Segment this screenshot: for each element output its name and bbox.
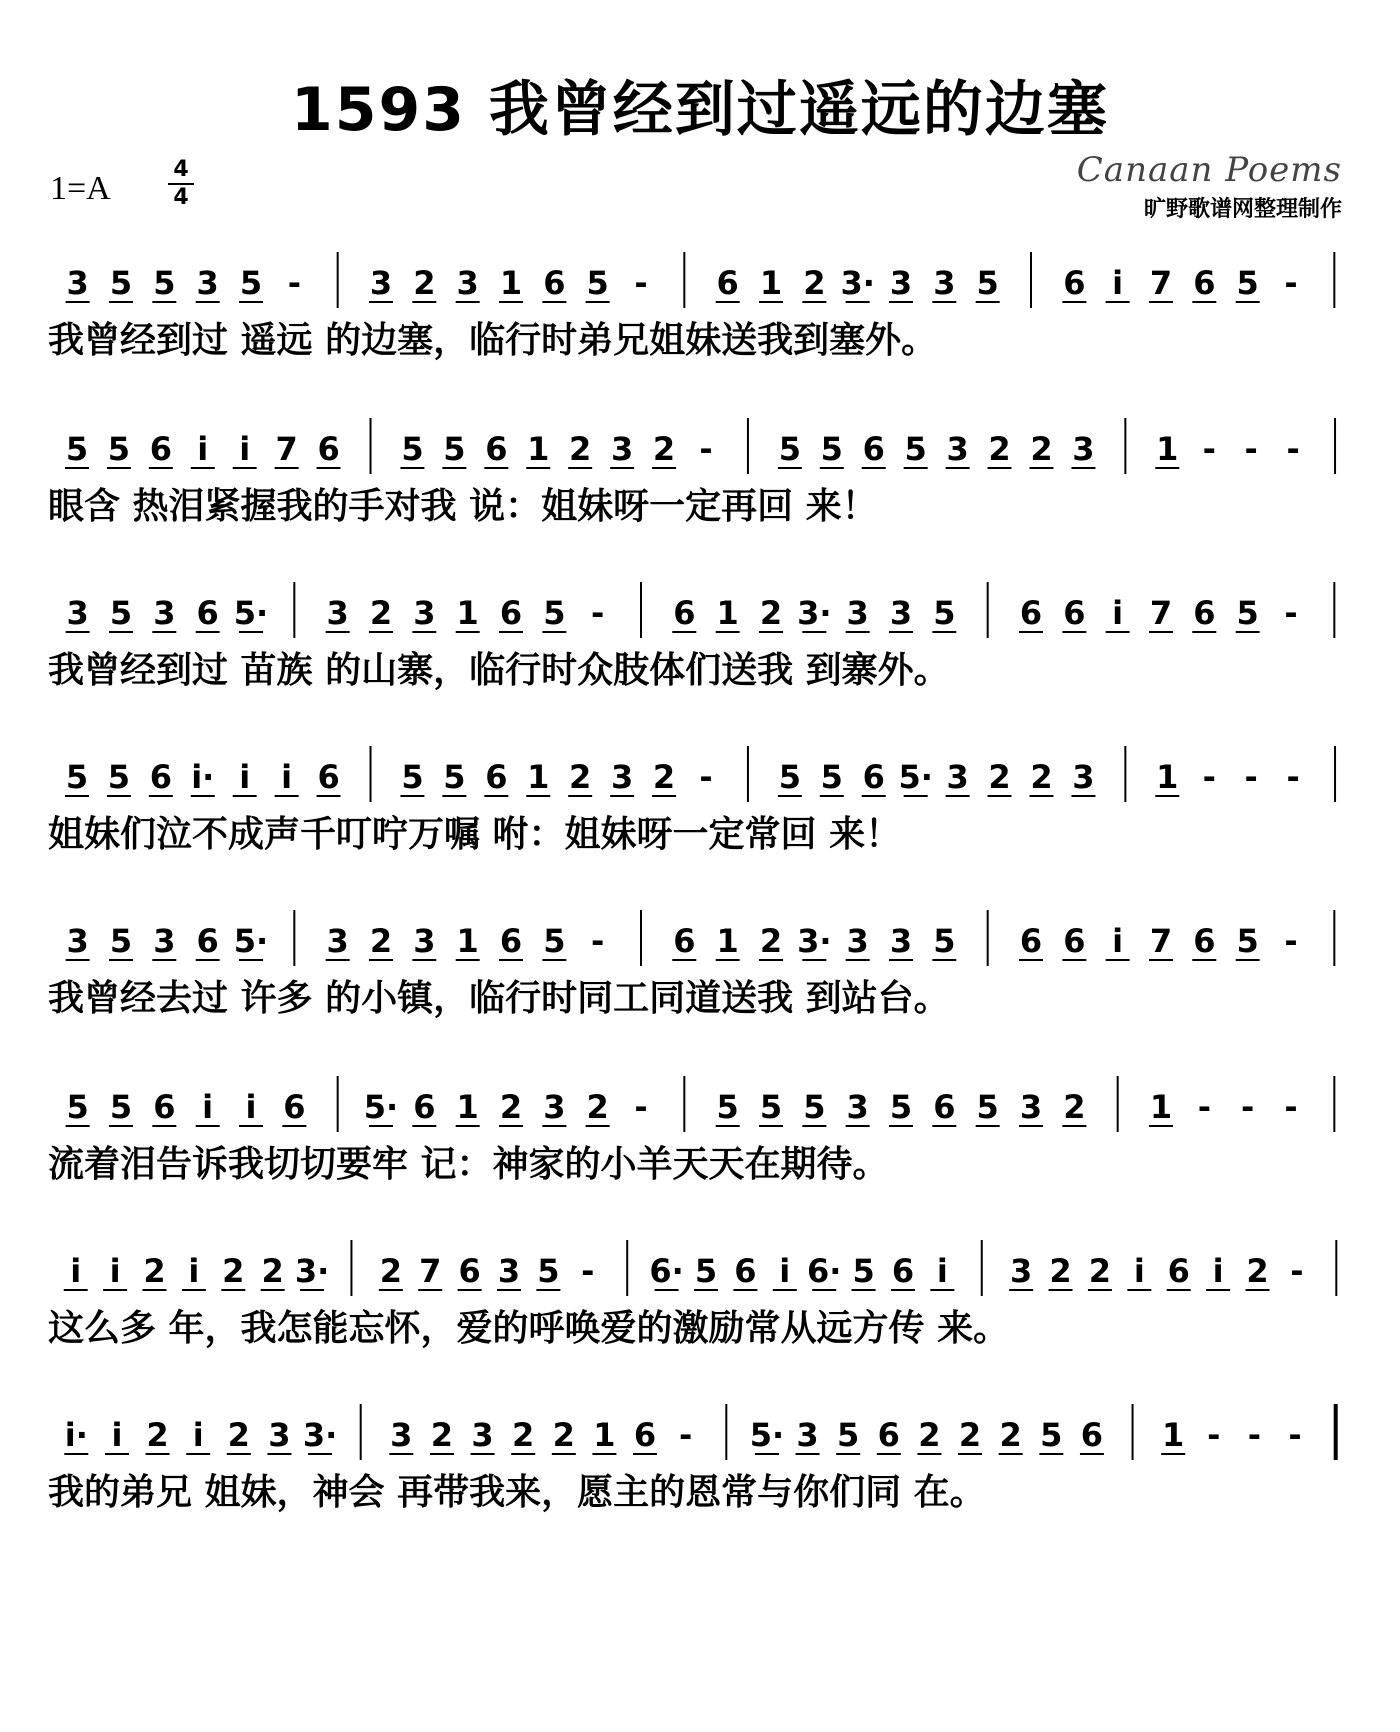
notes-svg [48,248,1358,312]
note: 6 [862,758,885,796]
note: 5 [716,1088,739,1126]
note: 6 [1019,922,1043,960]
notes-line [48,906,1358,970]
score-system [48,1072,1358,1194]
note: 3· [294,1252,330,1290]
lyrics-line: 流着泪告诉我切切要牢 记：神家的小羊天天在期待。 [48,1144,889,1185]
note: 5 [443,758,466,796]
brand-block [1077,150,1342,223]
note: 6 [1019,594,1043,632]
note: 3 [1019,1088,1043,1126]
note: 2 [1030,430,1053,468]
note: 5 [586,264,609,302]
notes-line [48,742,1358,806]
score-system [48,414,1358,536]
note: 6 [1063,594,1086,632]
note: 5 [1236,922,1259,960]
note: 5 [239,264,263,302]
note: 2 [1063,1088,1086,1126]
note: 5 [820,758,843,796]
note: 5 [778,430,802,468]
sustain-dash: - [581,1252,595,1290]
note: 3· [840,264,875,302]
note: 3· [302,1416,338,1454]
note: 2 [146,1416,169,1454]
note: 2 [369,594,393,632]
note: 3 [933,264,956,302]
note: 3 [369,264,393,302]
note: 2 [988,758,1011,796]
note: 5· [749,1416,785,1454]
notes-line [48,578,1358,642]
note: i· [191,758,215,796]
note: 7 [1149,594,1173,632]
note: 3 [413,922,436,960]
note: 6 [196,922,219,960]
note: 5 [820,430,843,468]
note: 5 [107,758,131,796]
note: 5 [65,430,89,468]
note: 6 [153,1088,176,1126]
sustain-dash: - [699,758,713,796]
sustain-dash: - [1284,922,1298,960]
note: i· [64,1416,88,1454]
sustain-dash: - [1244,758,1258,796]
note: i [1133,1252,1145,1290]
note: 2 [586,1088,609,1126]
note: 7 [1149,264,1173,302]
note: i [1212,1252,1224,1290]
note: 3 [471,1416,494,1454]
note: 5· [233,594,269,632]
note: 5· [898,758,933,796]
note: 2 [499,1088,523,1126]
note: 7 [419,1252,442,1290]
note: i [109,1252,121,1290]
note: 3 [456,264,479,302]
score-system [48,1236,1358,1358]
note: 5 [109,594,133,632]
note: 2 [552,1416,575,1454]
note: 3 [889,922,913,960]
note: 6 [1080,1416,1104,1454]
note: 6 [149,430,172,468]
note: 1 [499,264,523,302]
note: 2 [759,594,783,632]
brand-english: Canaan Poems [1076,150,1342,190]
note: 5 [153,264,176,302]
note: 1 [1162,1416,1185,1454]
note: 2 [227,1416,250,1454]
note: 3 [1072,758,1095,796]
sustain-dash: - [1202,430,1216,468]
note: 3 [946,758,969,796]
note: 6 [458,1252,481,1290]
note: 1 [456,922,479,960]
note: 3 [196,264,219,302]
song-title: 1593 我曾经到过遥远的边塞 [291,75,1109,145]
note: 6 [877,1416,900,1454]
note: 5 [889,1088,913,1126]
note: 6 [317,430,340,468]
note: 5 [1236,594,1259,632]
note: 3 [946,430,969,468]
sustain-dash: - [591,594,605,632]
notes-svg [48,906,1358,970]
lyrics-line: 我的弟兄 姐妹，神会 再带我来，愿主的恩常与你们同 在。 [48,1472,986,1513]
sustain-dash: - [1244,430,1258,468]
note: 3· [797,594,832,632]
note: 3 [326,922,349,960]
note: 6· [649,1252,684,1290]
note: 6 [673,594,696,632]
note: 2 [379,1252,402,1290]
note: 6 [1063,922,1086,960]
note: 6 [673,922,696,960]
note: 5 [537,1252,560,1290]
note: 1 [593,1416,616,1454]
score-system [48,248,1358,370]
note: 5 [976,1088,999,1126]
note: 6 [1193,264,1216,302]
sustain-dash: - [1290,1252,1304,1290]
notes-svg [48,1236,1358,1300]
note: 2 [1246,1252,1269,1290]
note: 1 [456,1088,479,1126]
note: 3 [268,1416,291,1454]
note: 7 [1149,922,1173,960]
note: 3 [497,1252,521,1290]
notes-line [48,1400,1358,1464]
note: 1 [759,264,783,302]
note: 5 [443,430,466,468]
sustain-dash: - [1286,758,1300,796]
score-system [48,1400,1358,1522]
brand-chinese: 旷野歌谱网整理制作 [1143,197,1342,222]
note: 5 [759,1088,783,1126]
notes-line [48,1236,1358,1300]
note: 3 [1072,430,1095,468]
sustain-dash: - [1284,264,1298,302]
note: 1 [527,758,550,796]
note: 5 [401,758,424,796]
notes-svg [48,742,1358,806]
note: 2 [958,1416,982,1454]
sustain-dash: - [1284,594,1298,632]
note: 5 [401,430,424,468]
note: 2 [569,758,592,796]
note: 2 [512,1416,535,1454]
note: 5 [1040,1416,1063,1454]
lyrics-line: 这么多 年，我怎能忘怀，爱的呼唤爱的激励常从远方传 来。 [48,1308,1010,1349]
sustain-dash: - [1241,1088,1255,1126]
notes-svg [48,1400,1358,1464]
note: 5 [694,1252,718,1290]
note: 5 [778,758,802,796]
note: 3 [326,594,349,632]
score-system [48,742,1358,864]
note: 6· [806,1252,842,1290]
sustain-dash: - [1288,1416,1302,1454]
note: i [202,1088,214,1126]
note: 5 [65,758,89,796]
note: 7 [275,430,298,468]
note: 6 [891,1252,915,1290]
note: 5 [107,430,131,468]
note: 1 [527,430,550,468]
note: 3 [413,594,436,632]
note: 3· [797,922,832,960]
notes-line [48,248,1358,312]
note: i [245,1088,257,1126]
note: 6 [734,1252,757,1290]
note: 2 [1049,1252,1072,1290]
note: i [70,1252,82,1290]
note: 6 [499,594,523,632]
note: 3 [846,594,869,632]
lyrics-line: 我曾经到过 苗族 的山寨，临行时众肢体们送我 到寨外。 [48,650,950,691]
sustain-dash: - [1207,1416,1221,1454]
note: 3 [66,922,89,960]
note: 5 [837,1416,860,1454]
note: 3 [889,264,913,302]
note: 3 [1010,1252,1033,1290]
note: 5· [233,922,269,960]
note: 2 [261,1252,284,1290]
note: 2 [413,264,436,302]
lyrics-line: 我曾经去过 许多 的小镇，临行时同工同道送我 到站台。 [48,978,950,1019]
note: 5 [803,1088,826,1126]
time-signature [168,158,194,210]
note: i [239,430,251,468]
note: 5 [904,430,927,468]
lyrics-line: 姐妹们泣不成声千叮咛万嘱 咐：姐妹呀一定常回 来！ [48,814,902,855]
sustain-dash: - [1284,1088,1298,1126]
time-signature-bottom: 4 [173,185,189,210]
note: 6 [543,264,566,302]
note: 2 [918,1416,941,1454]
note: i [111,1416,123,1454]
note: 2 [430,1416,454,1454]
notes-svg [48,414,1358,478]
note: i [188,1252,200,1290]
note: 2 [652,758,676,796]
note: 3 [796,1416,819,1454]
note: 2 [988,430,1011,468]
score-system [48,578,1358,700]
note: i [1112,594,1124,632]
note: 3 [846,922,869,960]
note: i [936,1252,948,1290]
note: 5 [933,594,956,632]
note: 5 [109,922,133,960]
note: 2 [143,1252,166,1290]
note: 6 [1063,264,1086,302]
note: i [192,1416,204,1454]
note: i [1112,264,1124,302]
note: i [197,430,209,468]
sustain-dash: - [634,1088,648,1126]
note: 5 [66,1088,89,1126]
note: 2 [759,922,783,960]
note: 5 [543,594,566,632]
note: 1 [1149,1088,1173,1126]
note: 5 [976,264,999,302]
note: 2 [369,922,393,960]
note: 3 [889,594,913,632]
note: 2 [1030,758,1053,796]
note: i [1112,922,1124,960]
note: 2 [1088,1252,1112,1290]
note: 6 [1193,594,1216,632]
sustain-dash: - [591,922,605,960]
note: 1 [1156,430,1179,468]
note: 6 [933,1088,956,1126]
note: 6 [485,758,508,796]
note: 2 [222,1252,245,1290]
sustain-dash: - [1286,430,1300,468]
note: 3 [610,430,634,468]
note: 6 [862,430,885,468]
note: 2 [803,264,826,302]
note: 5 [1236,264,1259,302]
sustain-dash: - [679,1416,693,1454]
note: 3 [153,594,176,632]
sustain-dash: - [1202,758,1216,796]
note: 6 [413,1088,436,1126]
note: 6 [196,594,219,632]
note: 2 [569,430,592,468]
note: i [281,758,293,796]
note: 3 [153,922,176,960]
note: 2 [999,1416,1022,1454]
note: 3 [543,1088,566,1126]
notes-line [48,414,1358,478]
note: i [779,1252,791,1290]
note: 5 [852,1252,875,1290]
note: 2 [652,430,676,468]
notes-svg [48,1072,1358,1136]
note: 1 [716,594,739,632]
time-signature-top: 4 [173,157,189,182]
sustain-dash: - [287,264,301,302]
note: 5 [109,264,133,302]
note: 6 [716,264,739,302]
sustain-dash: - [634,264,648,302]
note: 5 [543,922,566,960]
sustain-dash: - [699,430,713,468]
note: 1 [456,594,479,632]
sustain-dash: - [1197,1088,1211,1126]
notes-svg [48,578,1358,642]
note: 6 [1193,922,1216,960]
notes-line [48,1072,1358,1136]
note: 6 [1167,1252,1190,1290]
note: 3 [66,264,89,302]
note: 6 [283,1088,306,1126]
note: i [239,758,251,796]
note: 3 [846,1088,869,1126]
note: 3 [610,758,634,796]
note: 3 [66,594,89,632]
note: 6 [485,430,508,468]
lyrics-line: 眼含 热泪紧握我的手对我 说：姐妹呀一定再回 来！ [48,486,878,527]
note: 1 [716,922,739,960]
note: 6 [499,922,523,960]
key-signature: 1=A [50,170,111,207]
lyrics-line: 我曾经到过 遥远 的边塞，临行时弟兄姐妹送我到塞外。 [48,320,938,361]
note: 6 [149,758,172,796]
note: 3 [390,1416,413,1454]
sustain-dash: - [1247,1416,1262,1454]
note: 1 [1156,758,1179,796]
note: 6 [633,1416,657,1454]
score-system [48,906,1358,1028]
note: 5· [363,1088,399,1126]
note: 5 [933,922,956,960]
note: 6 [317,758,340,796]
note: 5 [109,1088,133,1126]
